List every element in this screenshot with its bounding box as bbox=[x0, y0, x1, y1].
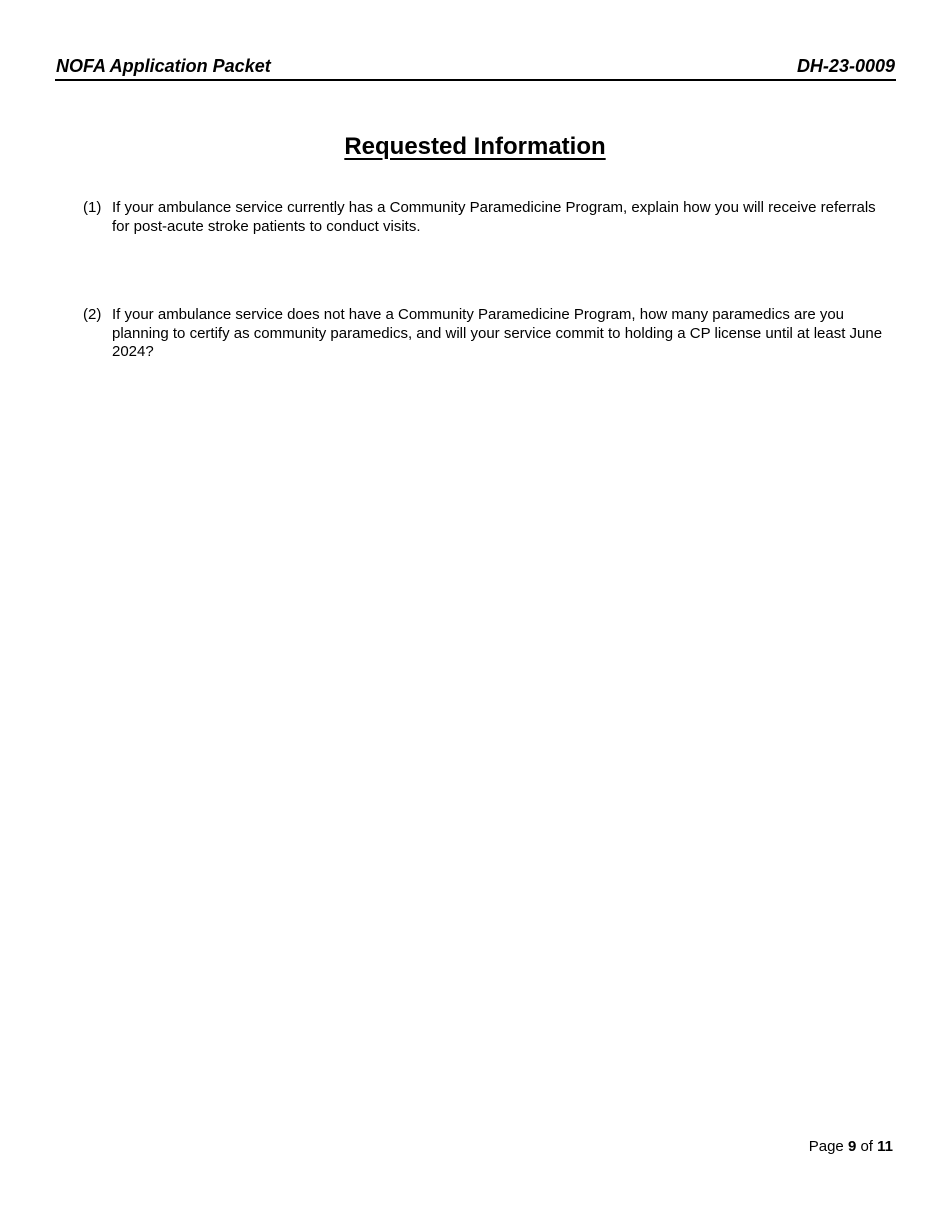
question-2-text: If your ambulance service does not have a Community Paramedicine Program, how many paramedics are you planning to certify as community paramedics, and will your service commit to holding a CP license until at least June 2024? bbox=[112, 306, 883, 360]
question-1-number: (1) bbox=[83, 199, 102, 216]
packet-title: NOFA Application Packet bbox=[56, 56, 271, 76]
question-1 bbox=[83, 199, 883, 236]
question-1-text: If your ambulance service currently has a Community Paramedicine Program, explain how you will receive referrals for post-acute stroke patients to conduct visits. bbox=[112, 199, 876, 235]
current-page-number: 9 bbox=[847, 1138, 857, 1155]
question-2-number: (2) bbox=[83, 306, 102, 323]
page-prefix: Page bbox=[808, 1138, 844, 1155]
page-of-label: of bbox=[860, 1138, 873, 1155]
page-title bbox=[0, 133, 950, 161]
page-header bbox=[55, 55, 896, 81]
document-number: DH-23-0009 bbox=[796, 56, 895, 76]
page-footer bbox=[809, 1138, 893, 1155]
total-pages-number: 11 bbox=[877, 1138, 893, 1155]
question-2 bbox=[83, 306, 883, 362]
page-title-text: Requested Information bbox=[344, 133, 606, 160]
